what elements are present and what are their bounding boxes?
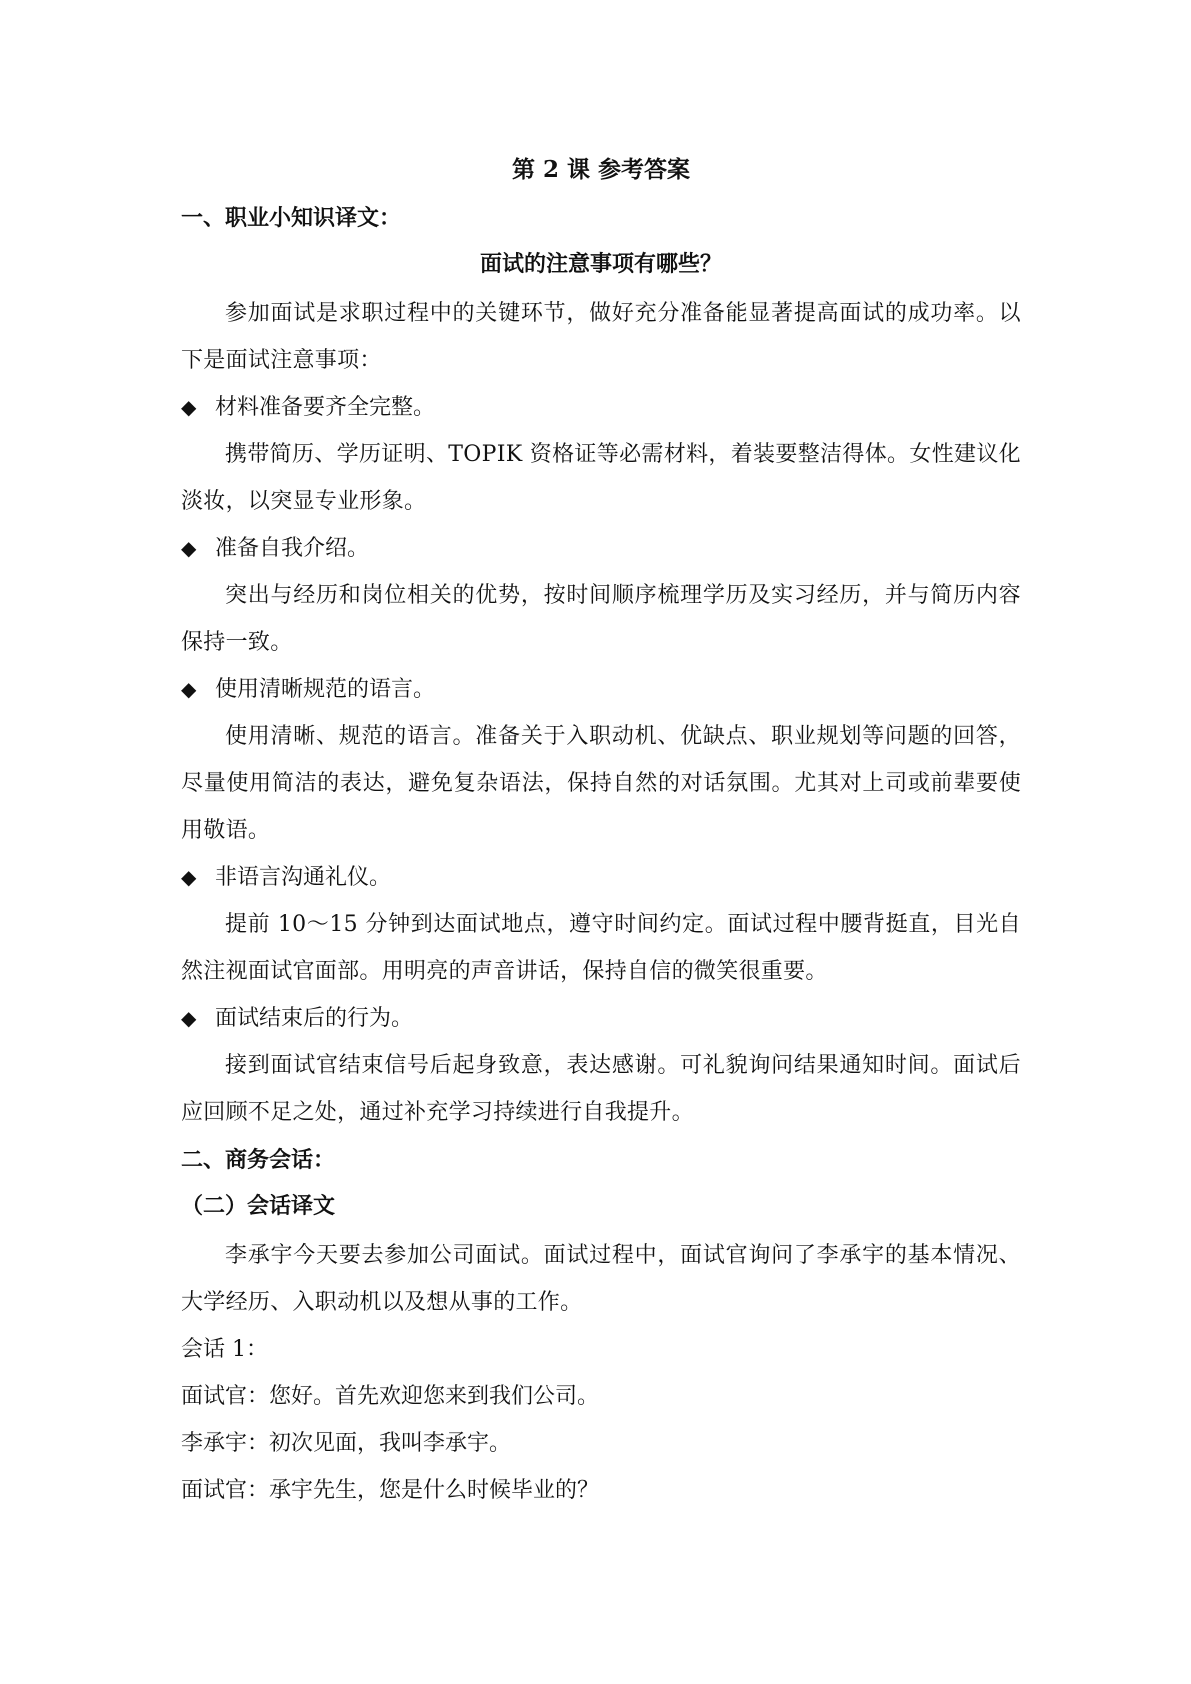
diamond-bullet-icon: ◆ [181, 536, 197, 560]
dialogue-line: 李承宇：初次见面，我叫李承宇。 [181, 1431, 512, 1456]
bullet-body: 使用清晰、规范的语言。准备关于入职动机、优缺点、职业规划等问题的回答，尽量使用简洁的表达，避免复杂语法，保持自然的对话氛围。尤其对上司或前辈要使用敬语。 [181, 724, 1021, 843]
bullet-item-language [181, 666, 1021, 713]
diamond-bullet-icon: ◆ [181, 395, 197, 419]
section-heading-business-dialogue: 二、商务会话： [181, 1147, 336, 1173]
article-title: 面试的注意事项有哪些？ [479, 251, 722, 277]
bullet-heading: 面试结束后的行为。 [215, 1006, 414, 1031]
dialogue-line: 面试官：您好。首先欢迎您来到我们公司。 [181, 1384, 600, 1409]
dialogue-line: 面试官：承宇先生，您是什么时候毕业的？ [181, 1478, 600, 1503]
bullet-heading: 材料准备要齐全完整。 [215, 395, 436, 420]
document-page [181, 150, 1021, 1514]
diamond-bullet-icon: ◆ [181, 865, 197, 889]
intro-paragraph: 参加面试是求职过程中的关键环节，做好充分准备能显著提高面试的成功率。以下是面试注意事项： [181, 301, 1021, 373]
bullet-body: 突出与经历和岗位相关的优势，按时间顺序梳理学历及实习经历，并与简历内容保持一致。 [181, 583, 1021, 655]
bullet-body: 接到面试官结束信号后起身致意，表达感谢。可礼貌询问结果通知时间。面试后应回顾不足之处，通过补充学习持续进行自我提升。 [181, 1053, 1021, 1125]
bullet-heading: 准备自我介绍。 [215, 536, 370, 561]
page-title: 第 2 课 参考答案 [511, 156, 691, 183]
bullet-heading: 使用清晰规范的语言。 [215, 677, 436, 702]
diamond-bullet-icon: ◆ [181, 677, 197, 701]
bullet-body: 提前 10～15 分钟到达面试地点，遵守时间约定。面试过程中腰背挺直，目光自然注视面试官面部。用明亮的声音讲话，保持自信的微笑很重要。 [181, 912, 1021, 984]
bullet-item-self-intro [181, 525, 1021, 572]
bullet-item-after-interview [181, 995, 1021, 1042]
section-heading-career-knowledge: 一、职业小知识译文： [181, 205, 402, 231]
dialogue-label: 会话 1： [181, 1337, 268, 1362]
bullet-heading: 非语言沟通礼仪。 [215, 865, 392, 890]
bullet-body: 携带简历、学历证明、TOPIK 资格证等必需材料，着装要整洁得体。女性建议化淡妆，以突显专业形象。 [181, 442, 1021, 514]
diamond-bullet-icon: ◆ [181, 1006, 197, 1030]
bullet-item-nonverbal [181, 854, 1021, 901]
bullet-item-materials [181, 384, 1021, 431]
dialogue-intro-paragraph: 李承宇今天要去参加公司面试。面试过程中，面试官询问了李承宇的基本情况、大学经历、入职动机以及想从事的工作。 [181, 1243, 1021, 1315]
subsection-heading-translation: （二）会话译文 [181, 1193, 336, 1219]
